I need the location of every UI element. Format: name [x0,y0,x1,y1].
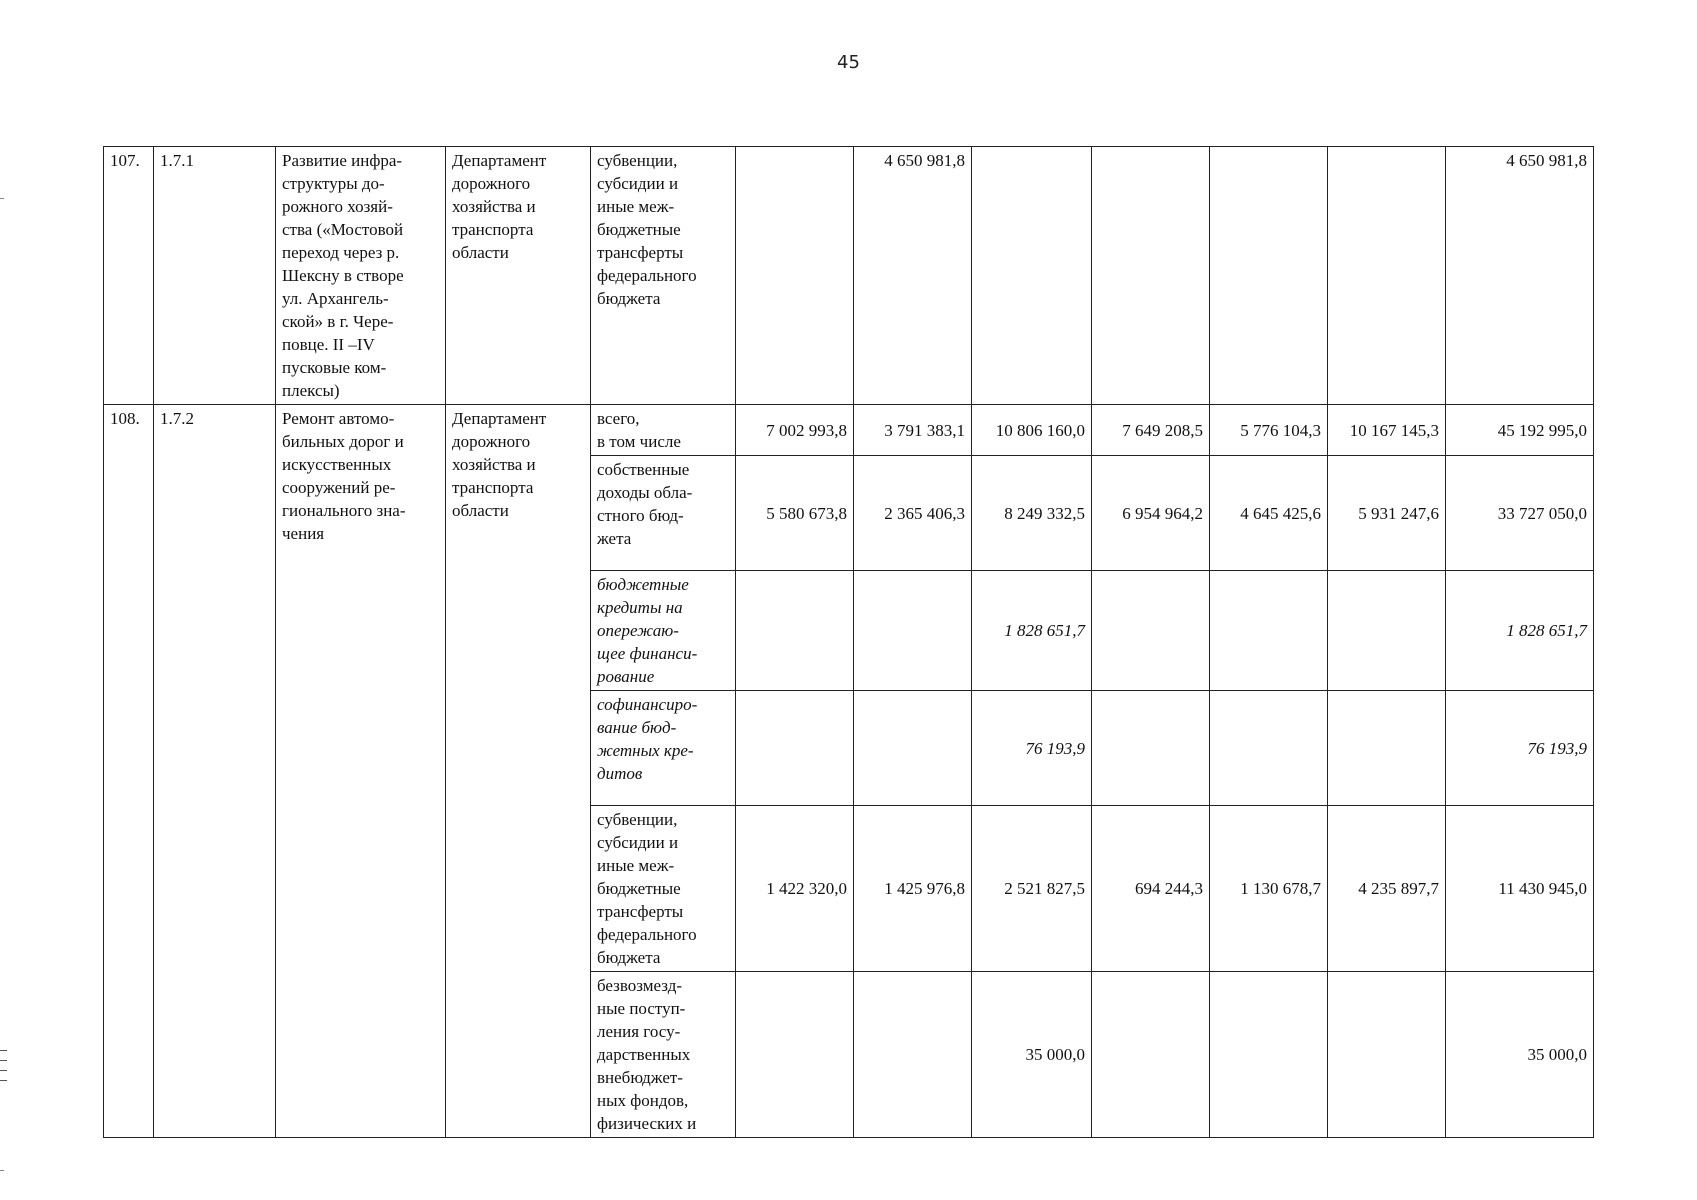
executor: Департамент дорожного хозяйства и транспорта области [446,147,591,405]
value-cell: 4 650 981,8 [854,147,972,405]
value-cell [736,691,854,806]
scan-artifact [0,1170,4,1171]
value-cell: 1 422 320,0 [736,806,854,972]
value-cell: 5 580 673,8 [736,456,854,571]
value-cell [972,147,1092,405]
value-cell: 3 791 383,1 [854,405,972,456]
value-cell [736,571,854,691]
value-cell: 8 249 332,5 [972,456,1092,571]
value-cell: 10 167 145,3 [1328,405,1446,456]
row-number: 108. [104,405,154,1138]
value-cell [854,691,972,806]
measure-name: Ремонт автомо- бильных дорог и искусственных сооружений ре- гионального зна- чения [276,405,446,1138]
value-total-cell: 4 650 981,8 [1446,147,1594,405]
table-row [104,147,1594,405]
value-cell: 6 954 964,2 [1092,456,1210,571]
value-cell [736,972,854,1138]
binding-marks [0,1050,8,1096]
funding-source: софинансиро- вание бюд- жетных кре- дитов [591,691,736,806]
value-total-cell: 11 430 945,0 [1446,806,1594,972]
value-cell [1328,571,1446,691]
value-cell: 4 235 897,7 [1328,806,1446,972]
value-cell [1210,571,1328,691]
funding-source: субвенции, субсидии и иные меж- бюджетные трансферты федерального бюджета [591,806,736,972]
value-cell: 694 244,3 [1092,806,1210,972]
value-total-cell: 1 828 651,7 [1446,571,1594,691]
executor: Департамент дорожного хозяйства и транспорта области [446,405,591,1138]
value-total-cell: 76 193,9 [1446,691,1594,806]
value-cell: 2 365 406,3 [854,456,972,571]
value-cell [736,147,854,405]
value-cell [1328,691,1446,806]
value-cell: 2 521 827,5 [972,806,1092,972]
funding-source: безвозмезд- ные поступ- ления госу- дарственных внебюджет- ных фондов, физических и [591,972,736,1138]
value-cell: 76 193,9 [972,691,1092,806]
value-cell [1092,571,1210,691]
value-cell [1328,972,1446,1138]
value-cell: 1 425 976,8 [854,806,972,972]
value-cell: 4 645 425,6 [1210,456,1328,571]
funding-source: всего, в том числе [591,405,736,456]
funding-source: собственные доходы обла- стного бюд- жета [591,456,736,571]
value-cell: 10 806 160,0 [972,405,1092,456]
value-cell: 7 002 993,8 [736,405,854,456]
value-cell [1092,147,1210,405]
value-cell: 1 130 678,7 [1210,806,1328,972]
value-cell [1210,972,1328,1138]
value-total-cell: 33 727 050,0 [1446,456,1594,571]
value-total-cell: 45 192 995,0 [1446,405,1594,456]
value-cell [854,972,972,1138]
value-cell: 1 828 651,7 [972,571,1092,691]
value-cell: 5 931 247,6 [1328,456,1446,571]
value-cell [1328,147,1446,405]
value-cell [1210,691,1328,806]
value-total-cell: 35 000,0 [1446,972,1594,1138]
value-cell [854,571,972,691]
page-number: 45 [837,52,860,73]
row-code: 1.7.1 [154,147,276,405]
value-cell [1210,147,1328,405]
value-cell: 7 649 208,5 [1092,405,1210,456]
measure-name: Развитие инфра- структуры до- рожного хозяй- ства («Мостовой переход через р. Шексну в створе ул. Архангель- ской» в г. Чере- повце. II –IV пусковые ком- плексы) [276,147,446,405]
value-cell: 5 776 104,3 [1210,405,1328,456]
budget-table [103,146,1594,1138]
value-cell [1092,691,1210,806]
scan-artifact [0,198,4,199]
value-cell [1092,972,1210,1138]
funding-source: субвенции, субсидии и иные меж- бюджетные трансферты федерального бюджета [591,147,736,405]
row-number: 107. [104,147,154,405]
table-row [104,405,1594,456]
funding-source: бюджетные кредиты на опережаю- щее финанси- рование [591,571,736,691]
row-code: 1.7.2 [154,405,276,1138]
value-cell: 35 000,0 [972,972,1092,1138]
